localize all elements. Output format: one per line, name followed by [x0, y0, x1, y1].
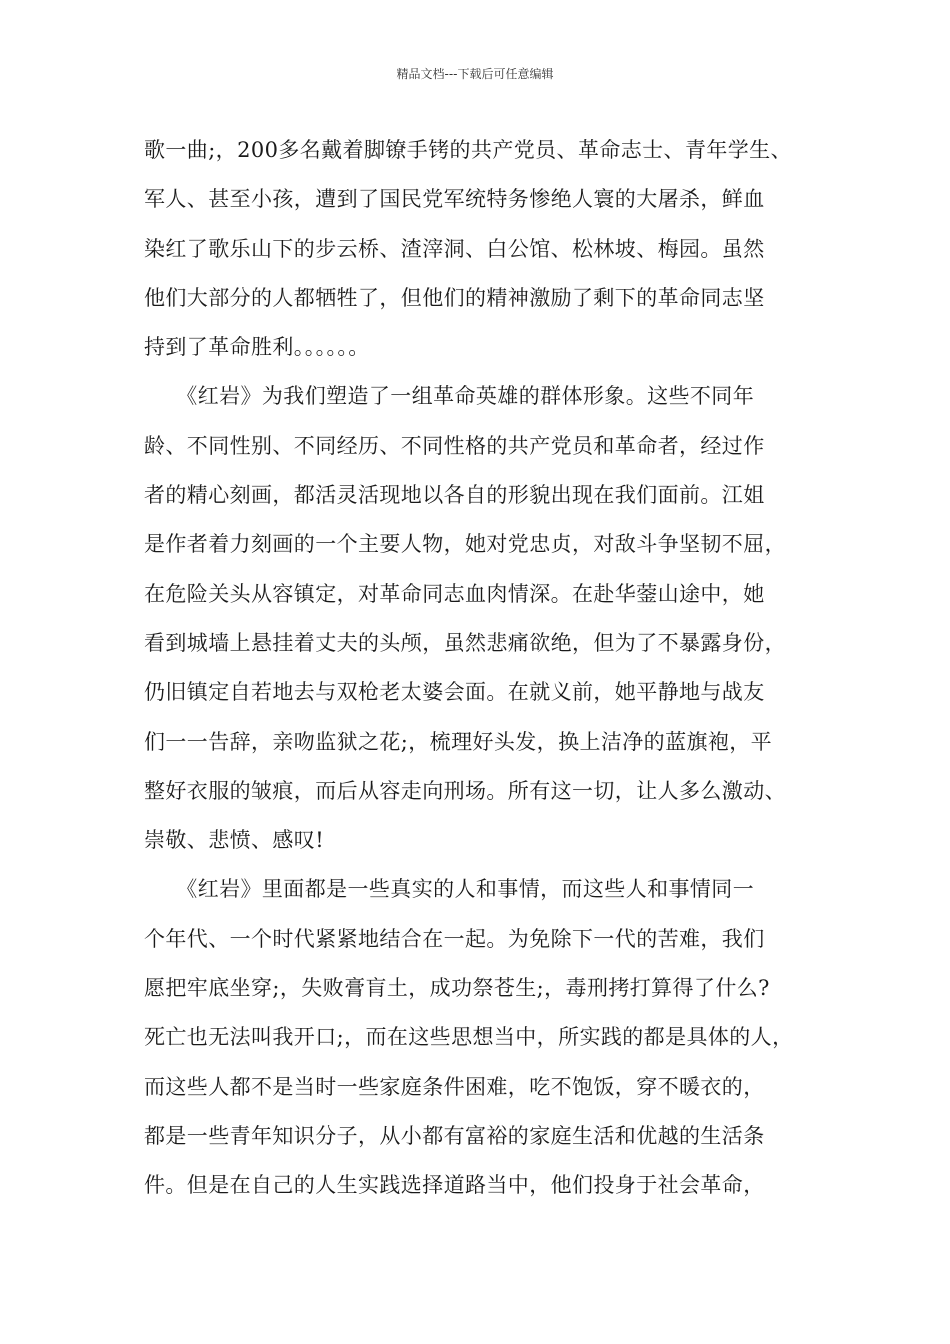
text-line: 在危险关头从容镇定，对革命同志血肉情深。在赴华蓥山途中，她	[144, 581, 765, 606]
text-line: 持到了革命胜利。。。。。。	[144, 335, 370, 360]
text-line: 件。但是在自己的人生实践选择道路当中，他们投身于社会革命，	[144, 1173, 765, 1198]
text-line: 龄、不同性别、不同经历、不同性格的共产党员和革命者，经过作	[144, 433, 765, 458]
text-line: 而这些人都不是当时一些家庭条件困难，吃不饱饭，穿不暖衣的，	[144, 1074, 765, 1099]
text-line: 们一一告辞，亲吻监狱之花;，梳理好头发，换上洁净的蓝旗袍，平	[144, 729, 773, 754]
text-line: 《红岩》里面都是一些真实的人和事情，而这些人和事情同一	[144, 877, 755, 902]
text-line: 仍旧镇定自若地去与双枪老太婆会面。在就义前，她平静地与战友	[144, 680, 765, 705]
text-line: 歌一曲;，200多名戴着脚镣手铐的共产党员、革命志士、青年学生、	[144, 138, 792, 162]
text-line: 愿把牢底坐穿;，失败膏肓土，成功祭苍生;，毒刑拷打算得了什么?	[144, 976, 770, 1001]
text-line: 《红岩》为我们塑造了一组革命英雄的群体形象。这些不同年	[144, 384, 755, 409]
text-line: 都是一些青年知识分子，从小都有富裕的家庭生活和优越的生活条	[144, 1123, 765, 1148]
text-line: 个年代、一个时代紧紧地结合在一起。为免除下一代的苦难，我们	[144, 926, 765, 951]
text-line: 者的精心刻画，都活灵活现地以各自的形貌出现在我们面前。江姐	[144, 483, 765, 508]
text-line: 他们大部分的人都牺牲了，但他们的精神激励了剩下的革命同志坚	[144, 285, 765, 310]
text-line: 是作者着力刻画的一个主要人物，她对党忠贞，对敌斗争坚韧不屈，	[144, 532, 786, 557]
text-line: 军人、甚至小孩，遭到了国民党军统特务惨绝人寰的大屠杀，鲜血	[144, 187, 765, 212]
text-line: 崇敬、悲愤、感叹!	[144, 828, 325, 853]
text-line: 整好衣服的皱痕，而后从容走向刑场。所有这一切，让人多么激动、	[144, 778, 786, 803]
page-header: 精品文档---下载后可任意编辑	[396, 67, 554, 81]
text-line: 看到城墙上悬挂着丈夫的头颅，虽然悲痛欲绝，但为了不暴露身份，	[144, 630, 786, 655]
text-line: 死亡也无法叫我开口;，而在这些思想当中，所实践的都是具体的人，	[144, 1025, 794, 1050]
document-body	[144, 126, 814, 1211]
text-line: 染红了歌乐山下的步云桥、渣滓洞、白公馆、松林坡、梅园。虽然	[144, 236, 765, 261]
